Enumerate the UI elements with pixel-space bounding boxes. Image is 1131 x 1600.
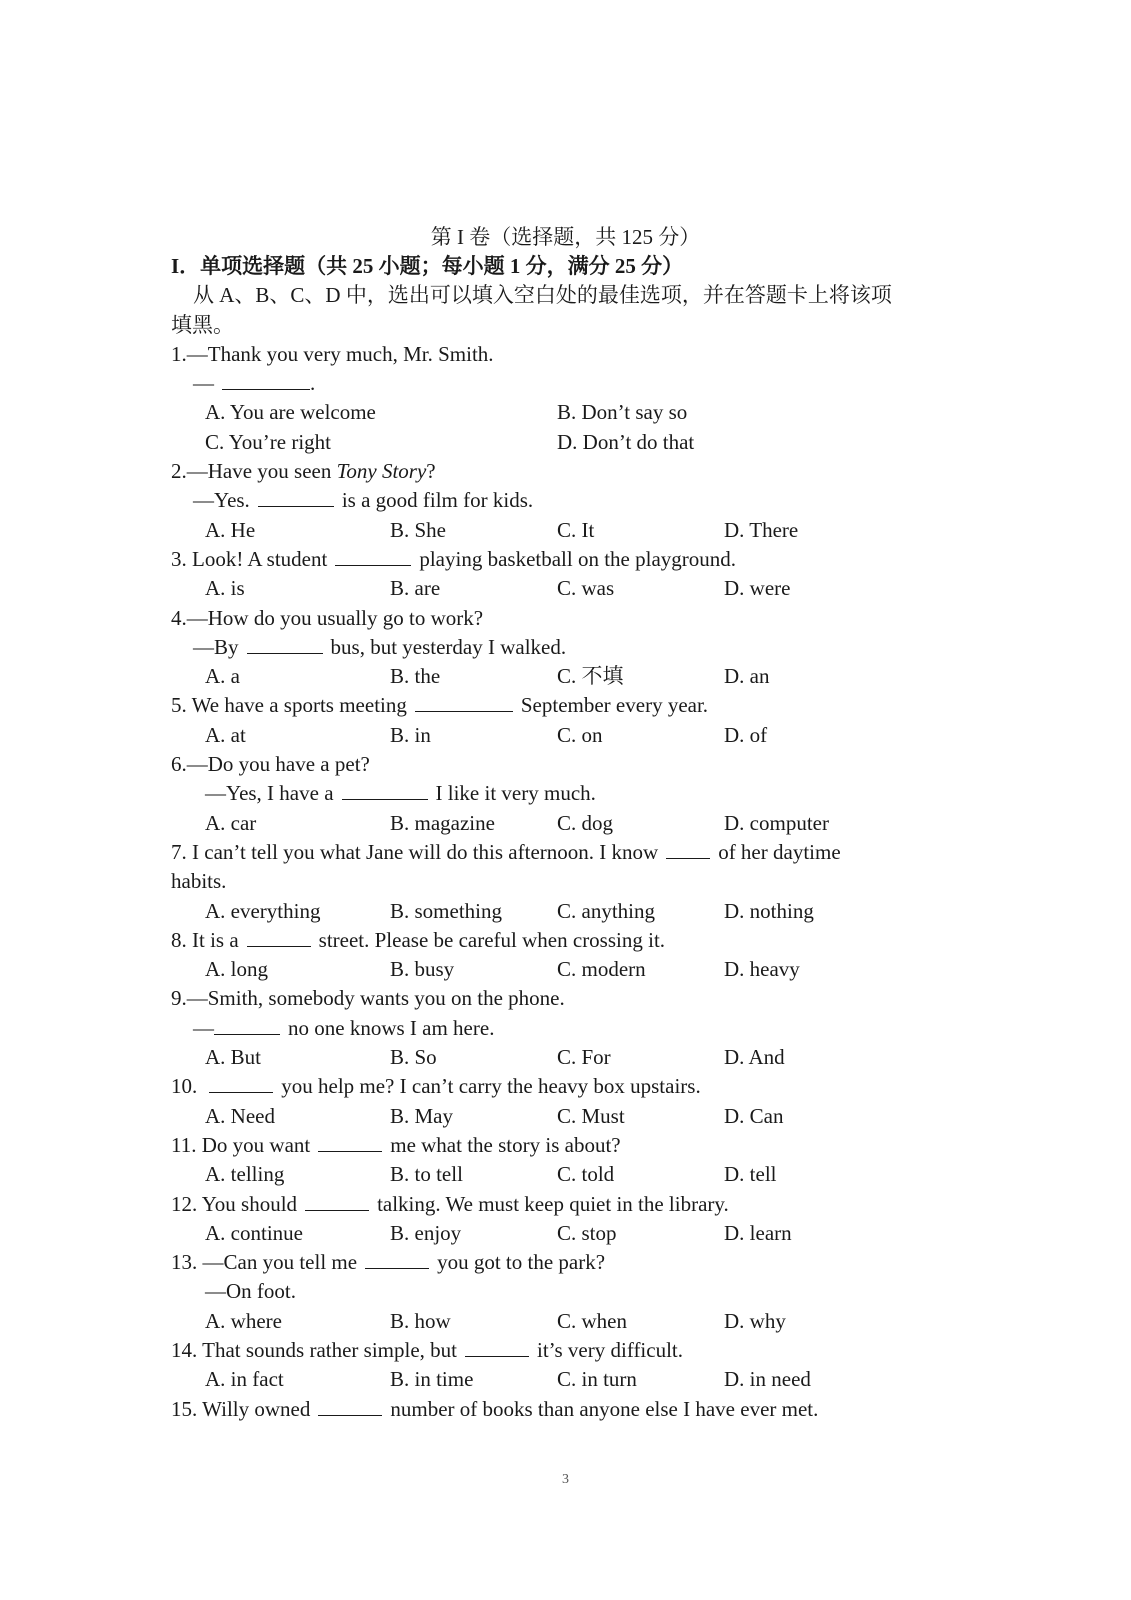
option-d: D. computer [724, 810, 829, 835]
option-a: A. everything [205, 898, 321, 923]
question-15: 15. Willy owned number of books than anyone else I have ever met. [171, 1396, 819, 1421]
question-10: 10. you help me? I can’t carry the heavy box upstairs. [171, 1074, 701, 1099]
option-b: B. in [390, 722, 431, 747]
question-9: 9.—Smith, somebody wants you on the phone. [171, 986, 565, 1011]
option-d: D. heavy [724, 957, 800, 982]
option-a: A. Need [205, 1103, 275, 1128]
question-10-options [171, 1102, 971, 1131]
option-c: C. when [557, 1308, 627, 1333]
question-4-options [171, 662, 971, 691]
option-b: B. are [390, 576, 441, 601]
question-1-response: — . [193, 371, 316, 396]
option-c: C. You’re right [205, 429, 332, 454]
option-b: B. enjoy [390, 1220, 462, 1245]
answer-blank [247, 635, 323, 654]
page-number: 3 [562, 1472, 569, 1487]
option-c: C. dog [557, 810, 614, 835]
question-12-options [171, 1219, 971, 1248]
question-9-response: — no one knows I am here. [193, 1015, 495, 1040]
option-c: C. was [557, 576, 615, 601]
option-c: C. in turn [557, 1367, 637, 1392]
question-13-options [171, 1307, 971, 1336]
option-a: A. at [205, 722, 246, 747]
answer-blank [214, 1016, 280, 1035]
question-13: 13. —Can you tell me you got to the park? [171, 1250, 606, 1275]
answer-blank [258, 488, 334, 507]
option-b: B. May [390, 1103, 453, 1128]
question-13-response: —On foot. [205, 1279, 296, 1304]
answer-blank [305, 1192, 369, 1211]
answer-blank [209, 1074, 273, 1093]
option-a: A. telling [205, 1162, 285, 1187]
option-b: B. magazine [390, 810, 495, 835]
question-4: 4.—How do you usually go to work? [171, 605, 484, 630]
option-d: D. nothing [724, 898, 814, 923]
question-8: 8. It is a street. Please be careful when crossing it. [171, 927, 666, 952]
question-2-response: —Yes. is a good film for kids. [193, 488, 534, 513]
question-1: 1.—Thank you very much, Mr. Smith. [171, 341, 494, 366]
question-1-options-row-1 [171, 398, 971, 427]
question-7: 7. I can’t tell you what Jane will do this afternoon. I know of her daytime [171, 839, 841, 864]
question-1-options-row-2 [171, 428, 971, 457]
option-a: A. where [205, 1308, 282, 1333]
instruction-line-1: 从 A、B、C、D 中，选出可以填入空白处的最佳选项，并在答题卡上将该项 [193, 283, 892, 308]
question-2: 2.—Have you seen Tony Story? [171, 459, 436, 484]
option-c: C. on [557, 722, 603, 747]
option-a: A. in fact [205, 1367, 284, 1392]
option-d: D. were [724, 576, 791, 601]
answer-blank [222, 371, 310, 390]
option-d: D. tell [724, 1162, 777, 1187]
option-a: A. car [205, 810, 257, 835]
option-b: B. So [390, 1045, 437, 1070]
option-b: B. to tell [390, 1162, 463, 1187]
option-c: C. told [557, 1162, 615, 1187]
answer-blank [415, 693, 513, 712]
option-c: C. Must [557, 1103, 625, 1128]
question-section [171, 252, 971, 1424]
option-d: D. learn [724, 1220, 792, 1245]
option-d: D. in need [724, 1367, 811, 1392]
question-7-continuation: habits. [171, 869, 227, 894]
question-2-options [171, 516, 971, 545]
question-7-options [171, 897, 971, 926]
question-14: 14. That sounds rather simple, but it’s very difficult. [171, 1337, 684, 1362]
paper-header: 第 I 卷（选择题，共 125 分） [430, 225, 701, 249]
question-9-options [171, 1043, 971, 1072]
answer-blank [666, 840, 710, 859]
option-a: A. long [205, 957, 268, 982]
option-a: A. But [205, 1045, 262, 1070]
answer-blank [335, 547, 411, 566]
question-11: 11. Do you want me what the story is about? [171, 1132, 621, 1157]
question-12: 12. You should talking. We must keep quiet in the library. [171, 1191, 729, 1216]
instruction-line-2: 填黑。 [171, 312, 234, 337]
option-d: D. Don’t do that [557, 429, 695, 454]
question-14-options [171, 1365, 971, 1394]
question-5-options [171, 721, 971, 750]
option-b: B. how [390, 1308, 451, 1333]
option-b: B. Don’t say so [557, 400, 688, 425]
option-c: C. For [557, 1045, 611, 1070]
question-8-options [171, 955, 971, 984]
option-d: D. There [724, 517, 799, 542]
option-c: C. anything [557, 898, 655, 923]
answer-blank [342, 781, 428, 800]
answer-blank [465, 1338, 529, 1357]
question-6: 6.—Do you have a pet? [171, 752, 370, 777]
option-c: C. modern [557, 957, 646, 982]
option-c: C. stop [557, 1220, 617, 1245]
option-d: D. an [724, 664, 770, 689]
answer-blank [318, 1397, 382, 1416]
option-b: B. busy [390, 957, 455, 982]
option-a: A. You are welcome [205, 400, 376, 425]
answer-blank [318, 1133, 382, 1152]
option-b: B. in time [390, 1367, 474, 1392]
option-d: D. why [724, 1308, 786, 1333]
answer-blank [247, 928, 311, 947]
option-c: C. 不填 [557, 664, 624, 689]
option-b: B. the [390, 664, 441, 689]
option-d: D. of [724, 722, 768, 747]
answer-blank [365, 1250, 429, 1269]
section-title: I．单项选择题（共 25 小题；每小题 1 分，满分 25 分） [171, 254, 684, 278]
option-d: D. Can [724, 1103, 784, 1128]
option-c: C. It [557, 517, 595, 542]
option-a: A. continue [205, 1220, 303, 1245]
question-3-options [171, 574, 971, 603]
question-5: 5. We have a sports meeting September every year. [171, 693, 709, 718]
option-a: A. is [205, 576, 245, 601]
question-11-options [171, 1160, 971, 1189]
question-3: 3. Look! A student playing basketball on the playground. [171, 546, 737, 571]
option-a: A. He [205, 517, 256, 542]
option-b: B. She [390, 517, 447, 542]
question-4-response: —By bus, but yesterday I walked. [193, 634, 567, 659]
option-d: D. And [724, 1045, 785, 1070]
question-6-response: —Yes, I have a I like it very much. [205, 781, 596, 806]
question-6-options [171, 809, 971, 838]
option-b: B. something [390, 898, 503, 923]
option-a: A. a [205, 664, 240, 689]
